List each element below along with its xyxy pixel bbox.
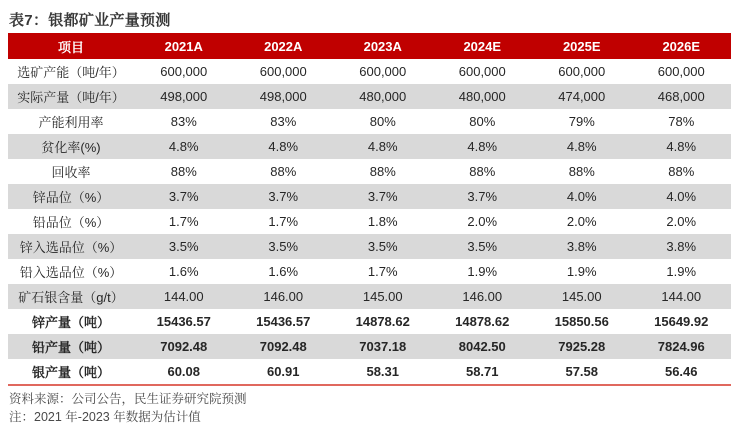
cell-value: 15649.92	[654, 314, 709, 329]
cell-value: 15850.56	[554, 314, 609, 329]
column-header-year: 2022A	[234, 33, 334, 59]
column-header-year: 2021A	[134, 33, 234, 59]
cell-value: 3.7%	[134, 184, 234, 209]
cell-value: 468,000	[632, 84, 732, 109]
table-row	[8, 309, 731, 334]
table-row	[8, 184, 731, 209]
cell-value: 83%	[270, 114, 297, 129]
table-row	[8, 134, 731, 159]
column-header-year: 2023A	[333, 33, 433, 59]
cell-value: 3.8%	[532, 234, 632, 259]
cell-value: 1.8%	[367, 214, 398, 229]
cell-value: 3.5%	[234, 234, 334, 259]
cell-value: 4.0%	[632, 184, 732, 209]
cell-value: 3.7%	[234, 184, 334, 209]
cell-value: 60.91	[234, 359, 334, 385]
table-row	[8, 234, 731, 259]
cell-value: 600,000	[458, 64, 506, 79]
cell-value: 3.5%	[134, 234, 234, 259]
column-header-year: 2024E	[433, 33, 533, 59]
cell-value: 600,000	[359, 64, 407, 79]
cell-value: 8042.50	[433, 334, 533, 359]
cell-value: 1.6%	[168, 264, 199, 279]
cell-value: 88%	[668, 164, 695, 179]
cell-value: 4.0%	[532, 184, 632, 209]
cell-value: 600,000	[558, 64, 606, 79]
cell-value: 57.58	[532, 359, 632, 385]
cell-value: 4.8%	[433, 134, 533, 159]
footnotes	[9, 392, 737, 425]
table-row	[8, 359, 731, 385]
cell-value: 78%	[668, 114, 695, 129]
cell-value: 80%	[469, 114, 496, 129]
cell-value: 146.00	[433, 284, 533, 309]
cell-value: 474,000	[532, 84, 632, 109]
cell-value: 88%	[469, 164, 496, 179]
row-label: 铅产量（吨）	[8, 334, 134, 359]
page-title: 表7：银都矿业产量预测	[9, 12, 171, 29]
cell-value: 3.5%	[433, 234, 533, 259]
row-label: 铅品位（%）	[32, 215, 110, 230]
row-label: 实际产量（吨/年）	[8, 84, 134, 109]
cell-value: 1.9%	[666, 264, 697, 279]
cell-value: 600,000	[160, 64, 208, 79]
cell-value: 145.00	[333, 284, 433, 309]
cell-value: 2.0%	[467, 214, 498, 229]
cell-value: 1.7%	[367, 264, 398, 279]
cell-value: 7092.48	[234, 334, 334, 359]
cell-value: 79%	[568, 114, 595, 129]
cell-value: 1.7%	[168, 214, 199, 229]
cell-value: 146.00	[234, 284, 334, 309]
cell-value: 7037.18	[333, 334, 433, 359]
table-row	[8, 84, 731, 109]
production-forecast-table	[8, 33, 731, 386]
cell-value: 83%	[170, 114, 197, 129]
row-label: 矿石银含量（g/t）	[8, 284, 134, 309]
cell-value: 14878.62	[355, 314, 410, 329]
cell-value: 2.0%	[666, 214, 697, 229]
cell-value: 144.00	[134, 284, 234, 309]
cell-value: 1.9%	[467, 264, 498, 279]
cell-value: 88%	[270, 164, 297, 179]
row-label: 贫化率(%)	[8, 134, 134, 159]
cell-value: 7092.48	[134, 334, 234, 359]
cell-value: 4.8%	[333, 134, 433, 159]
cell-value: 3.5%	[333, 234, 433, 259]
column-header-year: 2026E	[632, 33, 732, 59]
cell-value: 1.7%	[268, 214, 299, 229]
cell-value: 4.8%	[632, 134, 732, 159]
cell-value: 144.00	[632, 284, 732, 309]
row-label: 锌产量（吨）	[31, 315, 110, 330]
row-label: 选矿产能（吨/年）	[17, 65, 125, 80]
table-row	[8, 109, 731, 134]
cell-value: 600,000	[259, 64, 307, 79]
cell-value: 4.8%	[234, 134, 334, 159]
cell-value: 58.31	[333, 359, 433, 385]
row-label: 锌品位（%）	[8, 184, 134, 209]
cell-value: 14878.62	[455, 314, 510, 329]
cell-value: 480,000	[433, 84, 533, 109]
cell-value: 1.6%	[268, 264, 299, 279]
cell-value: 4.8%	[134, 134, 234, 159]
row-label: 铅入选品位（%）	[19, 265, 123, 280]
table-header-row	[8, 33, 731, 59]
table-row	[8, 59, 731, 84]
cell-value: 56.46	[632, 359, 732, 385]
cell-value: 60.08	[134, 359, 234, 385]
table-row	[8, 159, 731, 184]
cell-value: 1.9%	[566, 264, 597, 279]
row-label: 回收率	[51, 165, 91, 180]
column-header-year: 2025E	[532, 33, 632, 59]
cell-value: 3.7%	[433, 184, 533, 209]
row-label: 产能利用率	[38, 115, 104, 130]
table-row	[8, 209, 731, 234]
cell-value: 480,000	[333, 84, 433, 109]
cell-value: 600,000	[657, 64, 705, 79]
row-label: 锌入选品位（%）	[8, 234, 134, 259]
cell-value: 4.8%	[532, 134, 632, 159]
cell-value: 7925.28	[532, 334, 632, 359]
table-body	[8, 59, 731, 385]
cell-value: 88%	[568, 164, 595, 179]
cell-value: 15436.57	[156, 314, 211, 329]
cell-value: 3.8%	[632, 234, 732, 259]
cell-value: 58.71	[433, 359, 533, 385]
cell-value: 88%	[170, 164, 197, 179]
cell-value: 3.7%	[333, 184, 433, 209]
cell-value: 80%	[369, 114, 396, 129]
cell-value: 7824.96	[632, 334, 732, 359]
table-row	[8, 334, 731, 359]
source-note: 资料来源：公司公告，民生证券研究院预测	[9, 392, 247, 406]
cell-value: 2.0%	[566, 214, 597, 229]
table-row	[8, 284, 731, 309]
table-row	[8, 259, 731, 284]
cell-value: 15436.57	[256, 314, 311, 329]
cell-value: 88%	[369, 164, 396, 179]
row-label: 银产量（吨）	[8, 359, 134, 385]
estimate-note: 注：2021 年-2023 年数据为估计值	[9, 410, 201, 424]
cell-value: 498,000	[134, 84, 234, 109]
column-header-item: 项目	[8, 33, 134, 59]
cell-value: 498,000	[234, 84, 334, 109]
cell-value: 145.00	[532, 284, 632, 309]
